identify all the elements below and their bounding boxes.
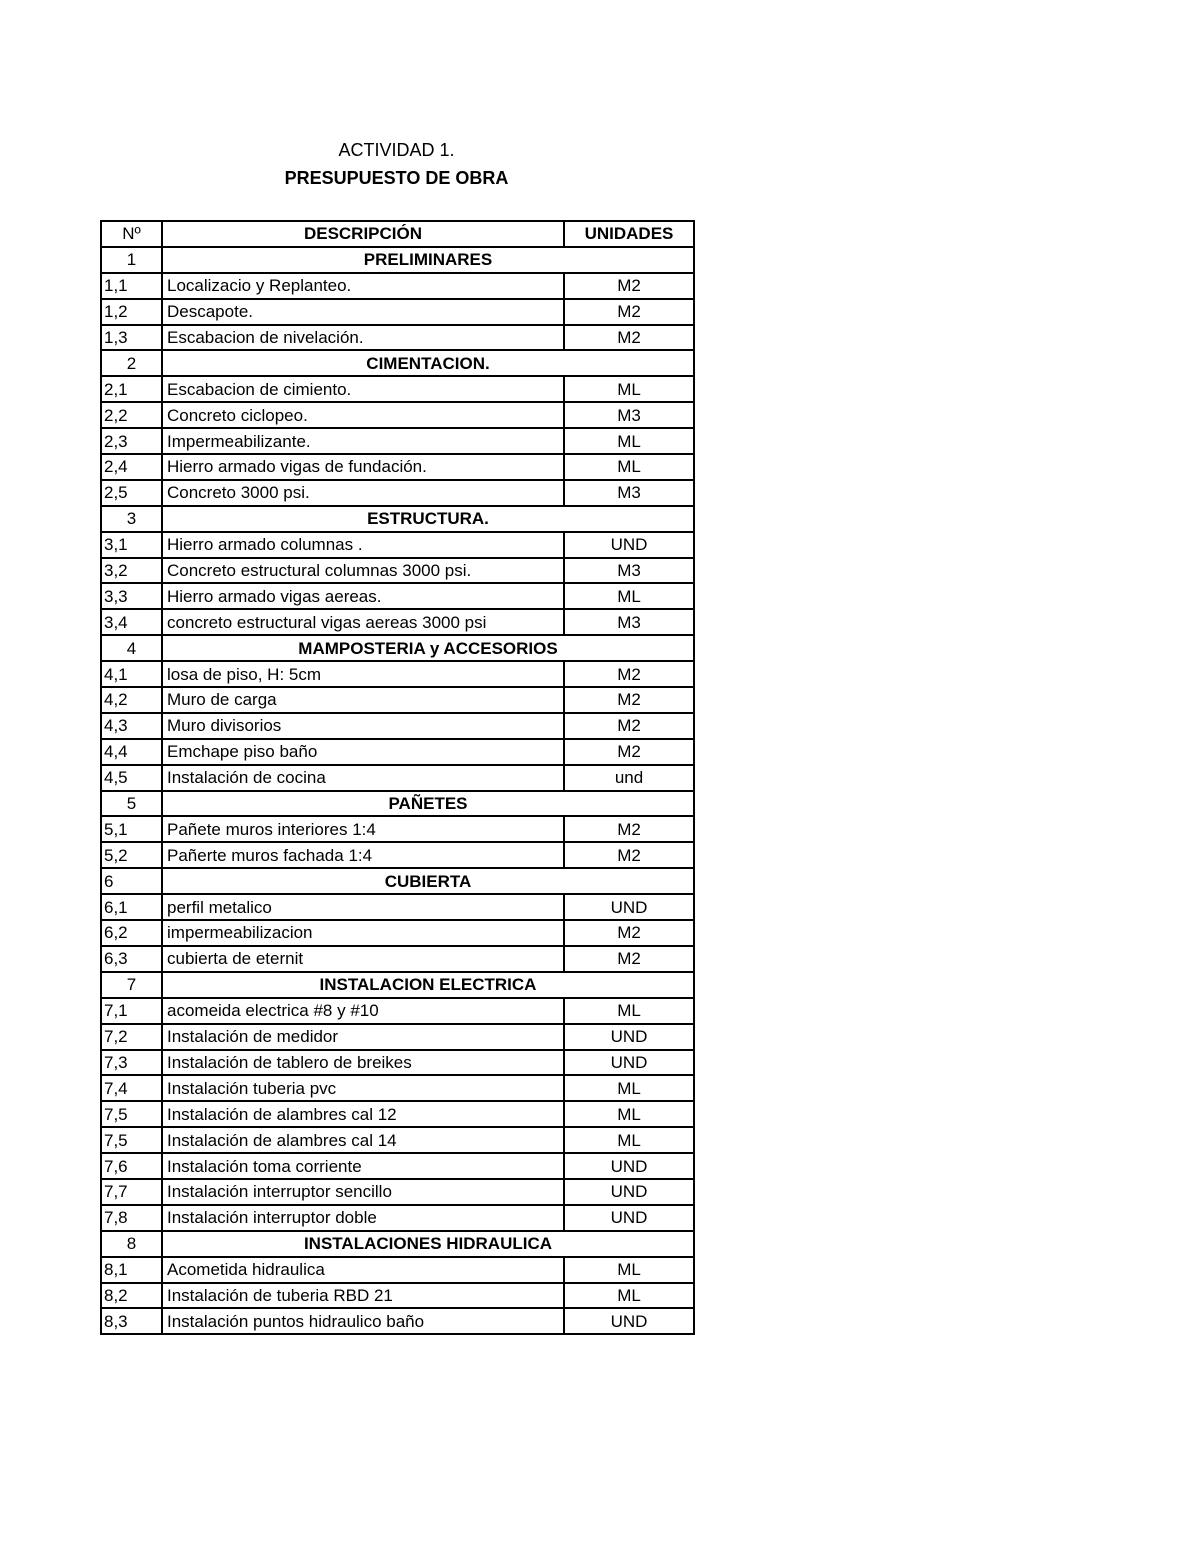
- section-row: [101, 791, 694, 817]
- item-description: Concreto estructural columnas 3000 psi.: [162, 558, 564, 584]
- item-unit: M2: [564, 946, 694, 972]
- section-number: 6: [101, 868, 162, 894]
- section-row: [101, 1231, 694, 1257]
- item-number: 2,2: [101, 402, 162, 428]
- item-row: [101, 920, 694, 946]
- section-row: [101, 506, 694, 532]
- section-title: PRELIMINARES: [162, 247, 694, 273]
- item-number: 7,3: [101, 1050, 162, 1076]
- item-row: [101, 1205, 694, 1231]
- item-unit: ML: [564, 583, 694, 609]
- item-unit: ML: [564, 1283, 694, 1309]
- document-title: ACTIVIDAD 1.: [338, 140, 455, 160]
- item-unit: M2: [564, 299, 694, 325]
- item-description: Instalación toma corriente: [162, 1153, 564, 1179]
- item-description: Muro divisorios: [162, 713, 564, 739]
- item-unit: M3: [564, 480, 694, 506]
- item-unit: M2: [564, 739, 694, 765]
- section-title: INSTALACIONES HIDRAULICA: [162, 1231, 694, 1257]
- item-row: [101, 1024, 694, 1050]
- item-unit: UND: [564, 532, 694, 558]
- item-row: [101, 454, 694, 480]
- item-unit: UND: [564, 894, 694, 920]
- document-subtitle: PRESUPUESTO DE OBRA: [284, 168, 509, 188]
- item-description: Emchape piso baño: [162, 739, 564, 765]
- item-description: impermeabilizacion: [162, 920, 564, 946]
- item-unit: und: [564, 765, 694, 791]
- item-description: Instalación de medidor: [162, 1024, 564, 1050]
- item-number: 7,4: [101, 1075, 162, 1101]
- item-unit: UND: [564, 1153, 694, 1179]
- item-number: 4,2: [101, 687, 162, 713]
- item-description: Instalación puntos hidraulico baño: [162, 1308, 564, 1334]
- item-row: [101, 842, 694, 868]
- item-unit: ML: [564, 454, 694, 480]
- item-row: [101, 1257, 694, 1283]
- item-unit: M3: [564, 558, 694, 584]
- item-row: [101, 532, 694, 558]
- item-unit: M2: [564, 816, 694, 842]
- section-title: CIMENTACION.: [162, 350, 694, 376]
- section-number: 7: [101, 972, 162, 998]
- item-description: cubierta de eternit: [162, 946, 564, 972]
- item-row: [101, 1050, 694, 1076]
- item-number: 7,5: [101, 1101, 162, 1127]
- item-description: Impermeabilizante.: [162, 428, 564, 454]
- item-description: concreto estructural vigas aereas 3000 psi: [162, 609, 564, 635]
- item-description: Hierro armado columnas .: [162, 532, 564, 558]
- section-number: 4: [101, 635, 162, 661]
- item-description: Hierro armado vigas de fundación.: [162, 454, 564, 480]
- item-row: [101, 402, 694, 428]
- item-row: [101, 739, 694, 765]
- item-number: 5,1: [101, 816, 162, 842]
- section-number: 8: [101, 1231, 162, 1257]
- section-row: [101, 247, 694, 273]
- header-num: Nº: [101, 221, 162, 247]
- item-description: Pañerte muros fachada 1:4: [162, 842, 564, 868]
- item-description: Instalación de tablero de breikes: [162, 1050, 564, 1076]
- section-row: [101, 972, 694, 998]
- section-row: [101, 868, 694, 894]
- item-unit: M2: [564, 920, 694, 946]
- header-row: [101, 221, 694, 247]
- item-number: 7,5: [101, 1127, 162, 1153]
- item-number: 7,6: [101, 1153, 162, 1179]
- item-number: 8,1: [101, 1257, 162, 1283]
- item-row: [101, 816, 694, 842]
- item-number: 2,1: [101, 376, 162, 402]
- section-number: 1: [101, 247, 162, 273]
- section-number: 3: [101, 506, 162, 532]
- item-unit: M3: [564, 402, 694, 428]
- item-row: [101, 1153, 694, 1179]
- item-description: Concreto ciclopeo.: [162, 402, 564, 428]
- item-unit: M3: [564, 609, 694, 635]
- item-description: Instalación de cocina: [162, 765, 564, 791]
- item-row: [101, 687, 694, 713]
- section-number: 5: [101, 791, 162, 817]
- item-number: 1,1: [101, 273, 162, 299]
- item-unit: ML: [564, 376, 694, 402]
- section-title: CUBIERTA: [162, 868, 694, 894]
- item-description: Hierro armado vigas aereas.: [162, 583, 564, 609]
- section-title: PAÑETES: [162, 791, 694, 817]
- item-description: Escabacion de cimiento.: [162, 376, 564, 402]
- item-number: 4,5: [101, 765, 162, 791]
- item-unit: M2: [564, 713, 694, 739]
- item-number: 2,5: [101, 480, 162, 506]
- item-unit: UND: [564, 1179, 694, 1205]
- item-unit: UND: [564, 1205, 694, 1231]
- item-unit: ML: [564, 1127, 694, 1153]
- item-row: [101, 480, 694, 506]
- item-description: acomeida electrica #8 y #10: [162, 998, 564, 1024]
- item-description: Instalación tuberia pvc: [162, 1075, 564, 1101]
- item-unit: UND: [564, 1308, 694, 1334]
- item-row: [101, 1283, 694, 1309]
- item-description: Instalación interruptor sencillo: [162, 1179, 564, 1205]
- header-units: UNIDADES: [564, 221, 694, 247]
- item-row: [101, 583, 694, 609]
- item-row: [101, 946, 694, 972]
- item-description: Instalación de alambres cal 14: [162, 1127, 564, 1153]
- item-description: Pañete muros interiores 1:4: [162, 816, 564, 842]
- item-unit: ML: [564, 1075, 694, 1101]
- item-unit: M2: [564, 687, 694, 713]
- item-description: perfil metalico: [162, 894, 564, 920]
- item-description: Escabacion de nivelación.: [162, 325, 564, 351]
- section-title: MAMPOSTERIA y ACCESORIOS: [162, 635, 694, 661]
- item-number: 4,1: [101, 661, 162, 687]
- item-description: losa de piso, H: 5cm: [162, 661, 564, 687]
- item-row: [101, 558, 694, 584]
- item-number: 1,3: [101, 325, 162, 351]
- item-unit: ML: [564, 998, 694, 1024]
- item-row: [101, 998, 694, 1024]
- item-number: 1,2: [101, 299, 162, 325]
- item-number: 6,3: [101, 946, 162, 972]
- item-unit: UND: [564, 1050, 694, 1076]
- item-number: 3,2: [101, 558, 162, 584]
- item-row: [101, 376, 694, 402]
- item-number: 7,2: [101, 1024, 162, 1050]
- budget-table: [100, 220, 695, 1335]
- item-description: Muro de carga: [162, 687, 564, 713]
- item-row: [101, 1127, 694, 1153]
- item-number: 7,1: [101, 998, 162, 1024]
- header-description: DESCRIPCIÓN: [162, 221, 564, 247]
- item-row: [101, 428, 694, 454]
- item-number: 2,4: [101, 454, 162, 480]
- item-description: Concreto 3000 psi.: [162, 480, 564, 506]
- item-description: Localizacio y Replanteo.: [162, 273, 564, 299]
- section-row: [101, 350, 694, 376]
- item-description: Instalación interruptor doble: [162, 1205, 564, 1231]
- item-number: 6,1: [101, 894, 162, 920]
- item-number: 5,2: [101, 842, 162, 868]
- item-number: 7,8: [101, 1205, 162, 1231]
- section-title: ESTRUCTURA.: [162, 506, 694, 532]
- item-row: [101, 661, 694, 687]
- item-row: [101, 1075, 694, 1101]
- item-row: [101, 1101, 694, 1127]
- item-number: 4,3: [101, 713, 162, 739]
- item-number: 3,1: [101, 532, 162, 558]
- item-number: 6,2: [101, 920, 162, 946]
- item-row: [101, 765, 694, 791]
- item-row: [101, 325, 694, 351]
- item-row: [101, 299, 694, 325]
- item-number: 7,7: [101, 1179, 162, 1205]
- item-number: 3,4: [101, 609, 162, 635]
- item-unit: M2: [564, 325, 694, 351]
- item-unit: M2: [564, 661, 694, 687]
- section-row: [101, 635, 694, 661]
- item-number: 3,3: [101, 583, 162, 609]
- item-row: [101, 894, 694, 920]
- item-description: Descapote.: [162, 299, 564, 325]
- item-number: 4,4: [101, 739, 162, 765]
- item-unit: ML: [564, 1257, 694, 1283]
- section-title: INSTALACION ELECTRICA: [162, 972, 694, 998]
- item-row: [101, 1179, 694, 1205]
- item-description: Instalación de alambres cal 12: [162, 1101, 564, 1127]
- item-row: [101, 713, 694, 739]
- item-number: 2,3: [101, 428, 162, 454]
- item-description: Instalación de tuberia RBD 21: [162, 1283, 564, 1309]
- item-number: 8,2: [101, 1283, 162, 1309]
- item-unit: M2: [564, 273, 694, 299]
- item-number: 8,3: [101, 1308, 162, 1334]
- section-number: 2: [101, 350, 162, 376]
- item-unit: UND: [564, 1024, 694, 1050]
- item-description: Acometida hidraulica: [162, 1257, 564, 1283]
- item-unit: ML: [564, 1101, 694, 1127]
- item-row: [101, 1308, 694, 1334]
- item-unit: M2: [564, 842, 694, 868]
- item-row: [101, 609, 694, 635]
- item-row: [101, 273, 694, 299]
- item-unit: ML: [564, 428, 694, 454]
